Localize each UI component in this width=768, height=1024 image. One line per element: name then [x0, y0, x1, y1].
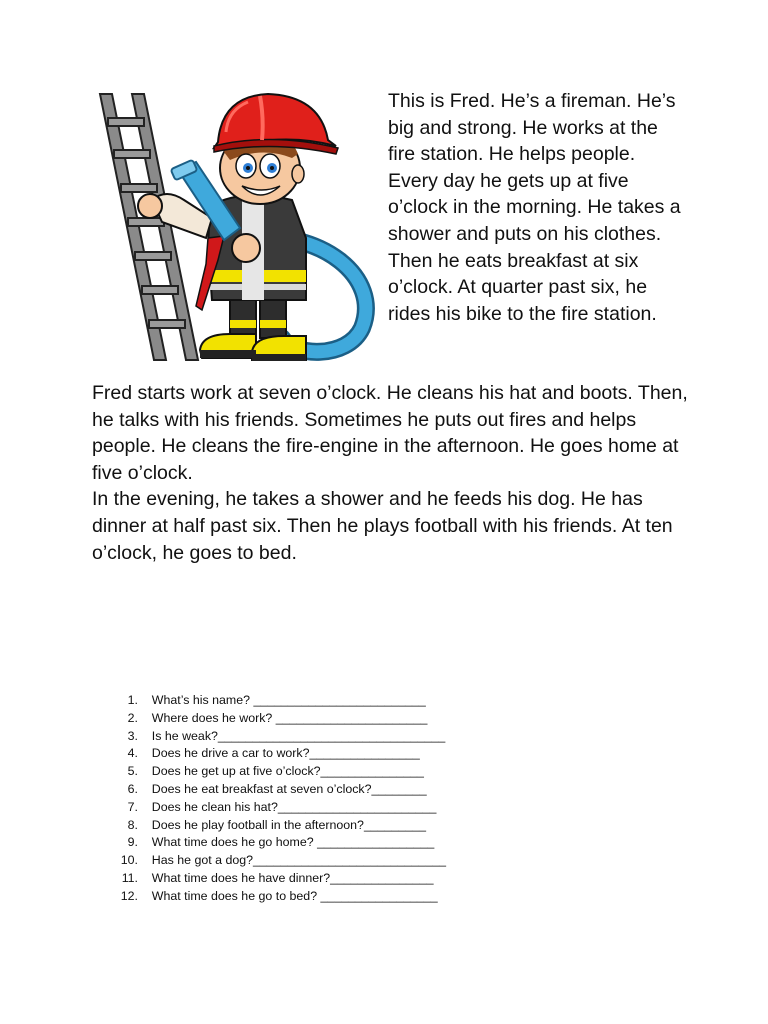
question-number: 5.: [127, 764, 138, 779]
story-paragraph: This is Fred. He’s a fireman. He’s big and strong. He works at the fire station. He helps people.: [388, 90, 676, 166]
story-intro: [388, 88, 688, 327]
question-number: 11.: [121, 870, 138, 885]
question-item: [108, 728, 508, 746]
question-item: [108, 817, 508, 835]
question-number: 12.: [120, 888, 138, 903]
question-text: What time does he go home? _________________: [151, 835, 435, 850]
story-paragraph: Every day he gets up at five o’clock in the morning. He takes a shower and puts on his clothes. Then he eats breakfast at six o’clock. At quarter past six, he rides his bike to the fire station.: [388, 169, 681, 325]
question-item: [108, 799, 508, 817]
question-item: [108, 781, 508, 799]
question-number: 6.: [127, 781, 138, 796]
question-number: 10.: [120, 853, 138, 868]
question-number: 9.: [127, 835, 138, 850]
question-text: Does he clean his hat?_______________________: [151, 799, 437, 814]
question-number: 3.: [127, 728, 138, 743]
story-paragraph: In the evening, he takes a shower and he feeds his dog. He has dinner at half past six. Then he plays football with his friends. At ten o’clock, he goes to bed.: [92, 488, 673, 564]
question-number: 2.: [127, 710, 138, 725]
question-item: [108, 888, 508, 906]
question-item: [108, 834, 508, 852]
question-item: [108, 710, 508, 728]
question-list: [108, 692, 508, 906]
question-number: 8.: [127, 817, 138, 832]
question-item: [108, 745, 508, 763]
question-text: Does he play football in the afternoon?_________: [151, 817, 426, 832]
question-text: Where does he work? ______________________: [151, 710, 428, 725]
fire-helmet-icon: [214, 94, 338, 154]
question-number: 4.: [127, 746, 138, 761]
story-paragraph: Fred starts work at seven o’clock. He cleans his hat and boots. Then, he talks with his friends. Sometimes he puts out fires and helps people. He cleans the fire-engine in the afternoon. He goes home at five o’clock.: [92, 382, 688, 484]
question-item: [108, 692, 508, 710]
story-body: [92, 380, 692, 566]
question-text: Does he drive a car to work?________________: [151, 746, 420, 761]
question-text: What’s his name? _________________________: [151, 693, 426, 707]
question-text: Does he get up at five o’clock?_______________: [151, 764, 424, 779]
question-text: Has he got a dog?____________________________: [151, 853, 446, 868]
fireman-illustration: [92, 88, 382, 370]
question-item: [108, 852, 508, 870]
question-text: What time does he go to bed? _________________: [151, 888, 438, 903]
question-item: [108, 870, 508, 888]
question-text: What time does he have dinner?_______________: [151, 870, 434, 885]
question-number: 1.: [127, 693, 138, 707]
question-item: [108, 763, 508, 781]
question-number: 7.: [127, 799, 138, 814]
question-text: Is he weak?_________________________________: [151, 728, 446, 743]
question-text: Does he eat breakfast at seven o’clock?________: [151, 781, 427, 796]
